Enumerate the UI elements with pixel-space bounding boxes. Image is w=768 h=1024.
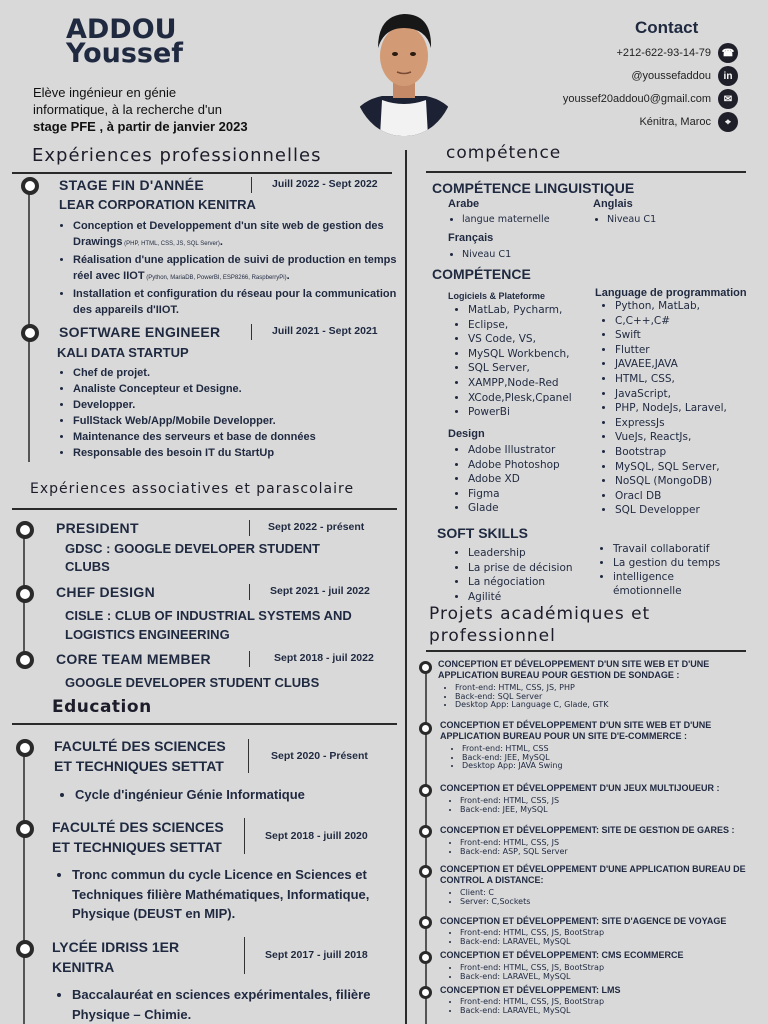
contact-text: +212-622-93-14-79: [616, 47, 711, 59]
list-item: • Figma: [468, 487, 560, 502]
edu-bullets: [55, 785, 405, 805]
list-item: • PHP, NodeJs, Laravel,: [615, 401, 727, 416]
list-item: • Python, MatLab,: [615, 299, 727, 314]
list-item: • Installation et configuration du réseau pour la communication des appareils d'IIOT.: [73, 286, 418, 318]
job-role: STAGE FIN D'ANNÉE: [59, 177, 205, 193]
list-item: • VueJs, ReactJs,: [615, 430, 727, 445]
intro-bold-line: stage PFE , à partir de janvier 2023: [33, 119, 248, 134]
list-item: • Swift: [615, 328, 727, 343]
soft-skills-list: [594, 542, 763, 598]
competence-title: COMPÉTENCE: [432, 266, 531, 282]
list-item: • JAVAEE,JAVA: [615, 357, 727, 372]
list-item: • SQL Server,: [468, 361, 572, 376]
separator: [251, 177, 252, 193]
list-item: • Adobe XD: [468, 472, 560, 487]
separator: [251, 324, 252, 340]
assoc-org: LOGISTICS ENGINEERING: [65, 627, 230, 642]
list-item: • Adobe Illustrator: [468, 443, 560, 458]
divider: [426, 171, 746, 173]
project-title: CONCEPTION ET DÉVELOPPEMENT: SITE DE GESTION DE GARES :: [440, 825, 735, 835]
list-item: • Conception et Developpement d'un site web de gestion des Drawings (PHP, HTML, CSS, JS, SQL Server).: [73, 218, 418, 252]
job-date: Juill 2022 - Sept 2022: [272, 178, 378, 190]
timeline-dot: [419, 951, 432, 964]
design-list: [449, 443, 560, 516]
project-details: • Front-end: HTML, CSS, JS • Back-end: ASP, SQL Server: [430, 839, 568, 856]
school-name: LYCÉE IDRISS 1ER KENITRA: [52, 939, 180, 975]
soft-skills-list: [449, 546, 573, 604]
list-item: • Flutter: [615, 343, 727, 358]
contact-text[interactable]: youssef20addou0@gmail.com: [562, 93, 711, 105]
project-details: • Front-end: HTML, CSS, JS, PHP • Back-end: SQL Server • Desktop App: Language C, Glade, GTK: [425, 684, 609, 710]
location-icon: ⌖: [718, 112, 738, 132]
job-date: Juill 2021 - Sept 2021: [272, 325, 378, 337]
prog-list: [596, 299, 727, 518]
software-list: [449, 303, 572, 420]
list-item: • Cycle d'ingénieur Génie Informatique: [75, 785, 405, 805]
project-details: • Front-end: HTML, CSS, JS • Back-end: JEE, MySQL: [430, 797, 559, 814]
job-bullets: [57, 365, 418, 461]
intro-line: Elève ingénieur en génie: [33, 85, 177, 100]
list-item: • Réalisation d'une application de suivi de production en temps réel avec IIOT (Python, MariaDB, PowerBI, ESP8266, RaspberryPi).: [73, 252, 418, 286]
list-item: • Maintenance des serveurs et base de données: [73, 429, 418, 445]
list-item: • MySQL Workbench,: [468, 347, 572, 362]
timeline-dot: [16, 651, 34, 669]
section-title-skills: compétence: [446, 143, 562, 163]
timeline-dot: [21, 177, 39, 195]
phone-icon: ☎: [718, 43, 738, 63]
language-level: • langue maternelle: [443, 213, 550, 228]
list-item: • FullStack Web/App/Mobile Developper.: [73, 413, 418, 429]
list-item: • intelligence émotionnelle: [613, 570, 723, 598]
divider: [426, 650, 746, 652]
intro-text: [33, 84, 283, 135]
mail-icon[interactable]: ✉: [718, 89, 738, 109]
project-details: • Client: C • Server: C,Sockets: [430, 889, 530, 906]
list-item: • MySQL, SQL Server,: [615, 460, 727, 475]
list-item: • XCode,Plesk,Cpanel: [468, 391, 572, 406]
separator: [249, 651, 250, 667]
assoc-role: PRESIDENT: [56, 520, 139, 536]
timeline-dot: [419, 722, 432, 735]
divider: [12, 723, 397, 725]
list-item: • Leadership: [468, 546, 573, 561]
project-details: • Front-end: HTML, CSS, JS, BootStrap • Back-end: LARAVEL, MySQL: [430, 964, 604, 981]
separator: [244, 818, 245, 854]
assoc-org: GOOGLE DEVELOPER STUDENT CLUBS: [65, 675, 320, 690]
list-item: • Baccalauréat en sciences expérimentales, filière Physique – Chimie.: [72, 985, 402, 1024]
school-name: FACULTÉ DES SCIENCES ET TECHNIQUES SETTAT: [52, 819, 224, 855]
list-item: • ExpressJs: [615, 416, 727, 431]
timeline-dot: [16, 585, 34, 603]
project-details: • Front-end: HTML, CSS • Back-end: JEE, MySQL • Desktop App: JAVA Swing: [432, 745, 563, 771]
list-item: • HTML, CSS,: [615, 372, 727, 387]
list-item: • Travail collaboratif: [613, 542, 763, 556]
school-name: FACULTÉ DES SCIENCES ET TECHNIQUES SETTAT: [54, 738, 226, 774]
timeline-dot: [419, 865, 432, 878]
edu-date: Sept 2020 - Présent: [271, 750, 368, 762]
prog-title: Language de programmation: [595, 287, 747, 299]
edu-date: Sept 2018 - juill 2020: [265, 830, 368, 842]
assoc-role: CHEF DESIGN: [56, 584, 155, 600]
timeline-dot: [16, 739, 34, 757]
project-title: CONCEPTION ET DÉVELOPPEMENT D'UNE APPLICATION BUREAU DE CONTROL A DISTANCE:: [440, 864, 746, 885]
list-item: • SQL Developper: [615, 503, 727, 518]
first-name: ADDOU: [66, 14, 177, 45]
language-level: • Niveau C1: [443, 248, 511, 263]
section-title-projects: Projets académiques et professionnel: [429, 604, 651, 646]
timeline-dot: [16, 820, 34, 838]
list-item: • Responsable des besoin IT du StartUp: [73, 445, 418, 461]
contact-email[interactable]: [563, 89, 738, 109]
list-item: • JavaScript,: [615, 387, 727, 402]
timeline-line: [425, 664, 427, 1024]
assoc-org: CISLE : CLUB OF INDUSTRIAL SYSTEMS AND: [65, 608, 352, 623]
soft-skills-title: SOFT SKILLS: [437, 525, 528, 541]
list-item: • XAMPP,Node-Red: [468, 376, 572, 391]
list-item: • Agilité: [468, 590, 573, 605]
list-item: • MatLab, Pycharm,: [468, 303, 572, 318]
project-title: CONCEPTION ET DÉVELOPPEMENT D'UN SITE WEB ET D'UNE APPLICATION BUREAU POUR UN SITE D'E-COMMERCE :: [440, 720, 712, 741]
timeline-dot: [419, 784, 432, 797]
last-name: Youssef: [66, 38, 184, 69]
intro-line: informatique, à la recherche d'un: [33, 102, 222, 117]
list-item: • C,C++,C#: [615, 314, 727, 329]
project-details: • Front-end: HTML, CSS, JS, BootStrap • Back-end: LARAVEL, MySQL: [430, 998, 604, 1015]
timeline-dot: [419, 825, 432, 838]
timeline-dot: [16, 521, 34, 539]
list-item: • Eclipse,: [468, 318, 572, 333]
software-title: Logiciels & Plateforme: [448, 291, 546, 301]
project-details: • Front-end: HTML, CSS, JS, BootStrap • Back-end: LARAVEL, MySQL: [430, 929, 604, 946]
job-company: LEAR CORPORATION KENITRA: [59, 197, 256, 212]
language-name: Arabe: [448, 198, 480, 210]
profile-photo: [352, 4, 456, 136]
assoc-date: Sept 2022 - présent: [268, 521, 365, 533]
job-role: SOFTWARE ENGINEER: [59, 324, 221, 340]
list-item: • Adobe Photoshop: [468, 458, 560, 473]
timeline-dot: [419, 661, 432, 674]
section-title-associative: Expériences associatives et parascolaire: [30, 481, 355, 497]
list-item: • NoSQL (MongoDB): [615, 474, 727, 489]
list-item: • VS Code, VS,: [468, 332, 572, 347]
contact-phone: [617, 43, 739, 63]
contact-text[interactable]: @youssefaddou: [631, 70, 711, 82]
contact-text: Kénitra, Maroc: [639, 116, 711, 128]
edu-bullets: [52, 985, 402, 1024]
project-title: CONCEPTION ET DÉVELOPPEMENT: SITE D'AGENCE DE VOYAGE: [440, 916, 727, 926]
divider: [12, 172, 392, 174]
assoc-date: Sept 2018 - juil 2022: [274, 652, 374, 664]
list-item: • Developper.: [73, 397, 418, 413]
job-company: KALI DATA STARTUP: [57, 345, 189, 360]
section-title-experience: Expériences professionnelles: [32, 145, 322, 166]
timeline-dot: [419, 916, 432, 929]
linkedin-icon[interactable]: in: [718, 66, 738, 86]
list-item: • PowerBi: [468, 405, 572, 420]
language-level: • Niveau C1: [588, 213, 656, 228]
separator: [248, 739, 249, 773]
separator: [244, 937, 245, 974]
contact-linkedin[interactable]: [631, 66, 738, 86]
edu-date: Sept 2017 - juill 2018: [265, 949, 368, 961]
edu-bullets: [52, 865, 412, 924]
timeline-dot: [21, 324, 39, 342]
section-title-education: Education: [52, 697, 152, 717]
assoc-date: Sept 2021 - juil 2022: [270, 585, 370, 597]
project-title: CONCEPTION ET DÉVELOPPEMENT: LMS: [440, 985, 621, 995]
contact-title: Contact: [635, 18, 699, 37]
assoc-role: CORE TEAM MEMBER: [56, 651, 211, 667]
list-item: • Bootstrap: [615, 445, 727, 460]
list-item: • La gestion du temps: [613, 556, 763, 570]
list-item: • Tronc commun du cycle Licence en Sciences et Techniques filière Mathématiques, Informatique, Physique (DEUST en MIP).: [72, 865, 412, 924]
list-item: • La prise de décision: [468, 561, 573, 576]
language-name: Français: [448, 232, 494, 244]
separator: [249, 584, 250, 600]
list-item: • La négociation: [468, 575, 573, 590]
contact-location: [639, 112, 738, 132]
list-item: • Glade: [468, 501, 560, 516]
project-title: CONCEPTION ET DÉVELOPPEMENT: CMS ECOMMERCE: [440, 950, 684, 960]
language-name: Anglais: [593, 198, 633, 210]
assoc-org: GDSC : GOOGLE DEVELOPER STUDENT: [65, 541, 320, 556]
list-item: • Chef de projet.: [73, 365, 418, 381]
separator: [249, 520, 250, 536]
job-bullets: [57, 218, 418, 318]
list-item: • Oracl DB: [615, 489, 727, 504]
project-title: CONCEPTION ET DÉVELOPPEMENT D'UN JEUX MULTIJOUEUR :: [440, 783, 720, 793]
timeline-dot: [16, 940, 34, 958]
assoc-org: CLUBS: [65, 559, 110, 574]
timeline-line: [23, 740, 25, 1024]
design-title: Design: [448, 428, 485, 440]
divider: [12, 508, 397, 510]
list-item: • Analiste Concepteur et Designe.: [73, 381, 418, 397]
project-title: CONCEPTION ET DÉVELOPPEMENT D'UN SITE WEB ET D'UNE APPLICATION BUREAU POUR GESTION DE SONDAGE :: [438, 659, 710, 680]
languages-title: COMPÉTENCE LINGUISTIQUE: [432, 180, 635, 196]
timeline-line: [28, 182, 30, 462]
